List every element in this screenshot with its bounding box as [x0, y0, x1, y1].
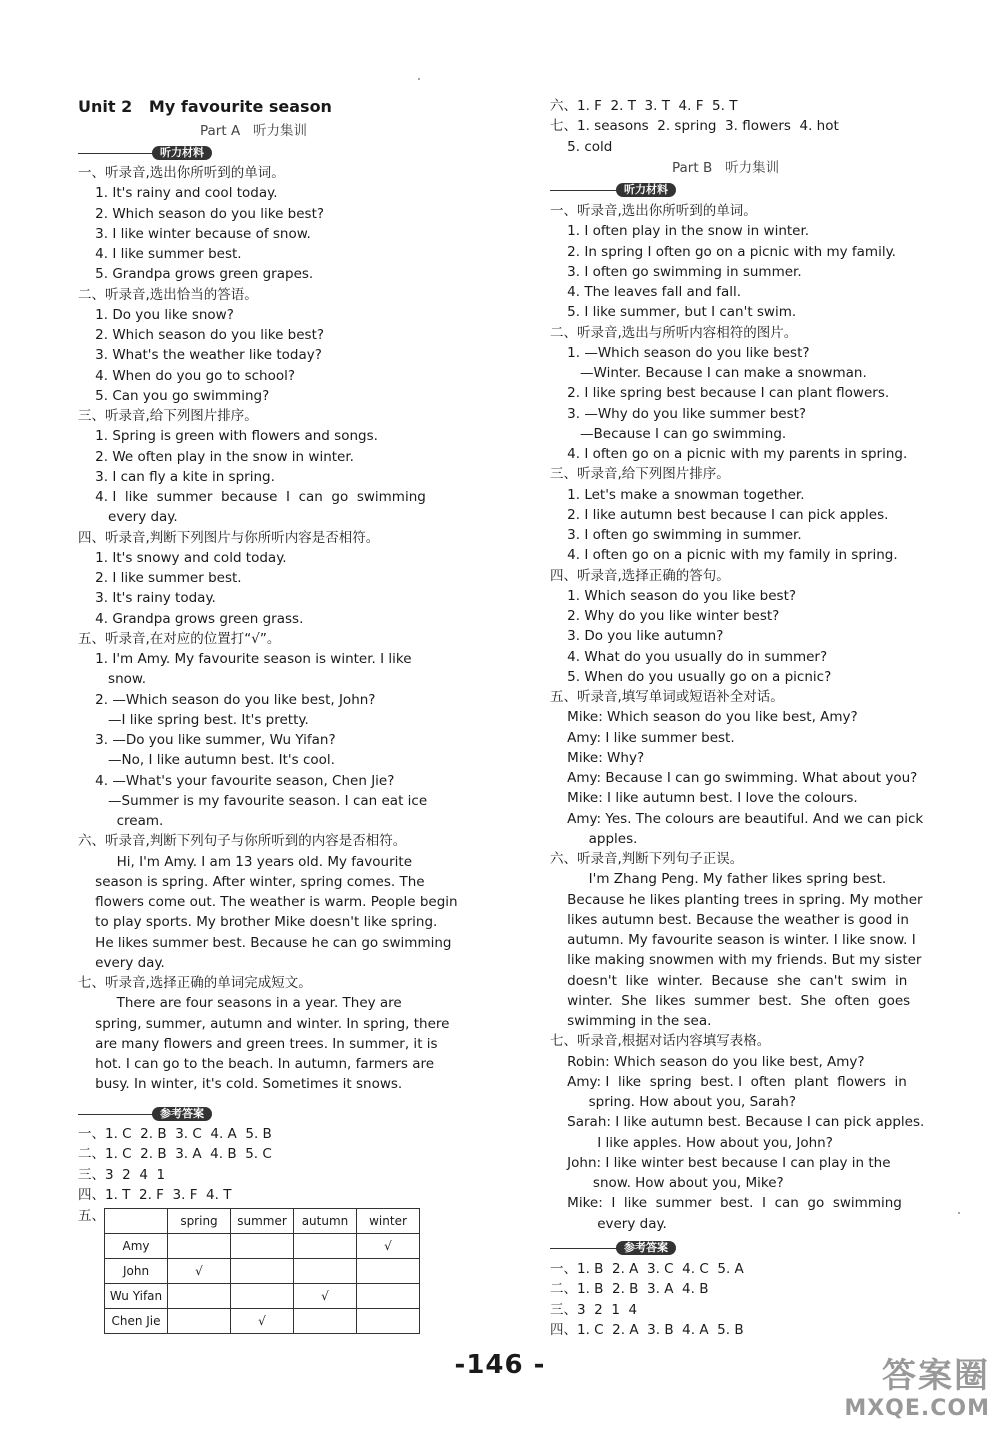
table-header-cell — [105, 1209, 168, 1234]
text-line: 3. Do you like autumn? — [550, 628, 724, 645]
text-line: I like apples. How about you, John? — [550, 1134, 833, 1151]
text-line: 1. —Which season do you like best? — [550, 344, 810, 361]
text-line: 3. I often go swimming in summer. — [550, 527, 802, 543]
table-cell — [231, 1259, 294, 1284]
text-line: Hi, I'm Amy. I am 13 years old. My favourite — [78, 853, 412, 870]
table-cell: √ — [294, 1284, 357, 1309]
table-cell — [168, 1234, 231, 1259]
answer-line: 六、1. F 2. T 3. T 4. F 5. T — [550, 98, 738, 114]
text-line: I'm Zhang Peng. My father likes spring best. — [550, 871, 887, 888]
text-line: 二、听录音,选出恰当的答语。 — [78, 286, 258, 303]
scan-speck — [958, 1212, 960, 1214]
text-line: 一、听录音,选出你所听到的单词。 — [78, 165, 285, 181]
text-line: doesn't like winter. Because she can't swim in — [550, 972, 908, 989]
text-line: 1. Which season do you like best? — [550, 587, 797, 604]
text-line: 1. It's rainy and cool today. — [78, 185, 278, 202]
text-line: 2. Which season do you like best? — [78, 205, 325, 222]
text-line: snow. How about you, Mike? — [550, 1175, 784, 1191]
table-cell: Amy — [105, 1234, 168, 1259]
text-line: He likes summer best. Because he can go swimming — [78, 934, 452, 951]
text-line: 4. The leaves fall and fall. — [550, 284, 742, 300]
table-cell: Chen Jie — [105, 1309, 168, 1334]
text-line: 4. When do you go to school? — [78, 367, 296, 384]
divider-rule — [550, 190, 620, 191]
table-cell: √ — [231, 1309, 294, 1334]
text-line: season is spring. After winter, spring comes. The — [78, 873, 425, 890]
divider-rule — [78, 153, 156, 154]
text-line: Mike: Why? — [550, 749, 645, 766]
answer-line: 5. cold — [550, 138, 613, 155]
text-line: 六、听录音,判断下列句子正误。 — [550, 851, 744, 867]
watermark-text-en: MXQE.COM — [844, 1396, 990, 1421]
table-cell — [294, 1309, 357, 1334]
listening-material-badge — [550, 183, 700, 197]
text-line: Mike: Which season do you like best, Amy? — [550, 709, 858, 726]
answer-line: 三、3 2 4 1 — [78, 1166, 166, 1183]
text-line: 3. It's rainy today. — [78, 590, 216, 607]
text-line: 1. It's snowy and cold today. — [78, 549, 287, 566]
table-row — [105, 1309, 420, 1334]
text-line: every day. — [550, 1215, 667, 1232]
text-line: busy. In winter, it's cold. Sometimes it snows. — [78, 1076, 403, 1093]
page-number: -146 - — [454, 1350, 546, 1380]
answer-line: 七、1. seasons 2. spring 3. flowers 4. hot — [550, 118, 839, 135]
text-line: swimming in the sea. — [550, 1013, 712, 1029]
text-line: 2. Which season do you like best? — [78, 327, 325, 343]
text-line: —No, I like autumn best. It's cool. — [78, 752, 335, 769]
text-line: 三、听录音,给下列图片排序。 — [550, 466, 730, 483]
text-line: 2. I like summer best. — [78, 570, 242, 586]
text-line: 4. I like summer best. — [78, 246, 242, 262]
section-badge: 听力材料 — [152, 146, 212, 160]
text-line: —Summer is my favourite season. I can eat ice — [78, 792, 428, 809]
table-cell: √ — [168, 1259, 231, 1284]
table-cell: √ — [357, 1234, 420, 1259]
text-line: spring. How about you, Sarah? — [550, 1094, 796, 1110]
table-header-row — [105, 1209, 420, 1234]
text-line: 3. —Do you like summer, Wu Yifan? — [78, 732, 336, 748]
table-cell — [294, 1234, 357, 1259]
text-line: like making snowmen with my friends. But my sister — [550, 952, 922, 969]
text-line: 4. I often go on a picnic with my family in spring. — [550, 547, 898, 564]
text-line: —Winter. Because I can make a snowman. — [550, 365, 867, 381]
table-cell — [231, 1284, 294, 1309]
table-header-cell: autumn — [294, 1209, 357, 1234]
text-line: 5. I like summer, but I can't swim. — [550, 304, 797, 321]
text-line: every day. — [78, 954, 165, 971]
text-line: John: I like winter best because I can play in the — [550, 1154, 891, 1171]
text-line: 5. Can you go swimming? — [78, 387, 270, 404]
answer-table — [104, 1208, 420, 1334]
text-line: 3. I can fly a kite in spring. — [78, 468, 275, 485]
answers-badge — [78, 1107, 236, 1121]
table-row — [105, 1234, 420, 1259]
answers-badge — [550, 1241, 700, 1255]
table-row — [105, 1284, 420, 1309]
answer-line: 一、1. C 2. B 3. C 4. A 5. B — [78, 1126, 272, 1142]
answer-line: 二、1. B 2. B 3. A 4. B — [550, 1281, 709, 1298]
text-line: There are four seasons in a year. They are — [78, 995, 402, 1012]
scan-speck — [418, 78, 420, 80]
text-line: 3. I often go swimming in summer. — [550, 263, 802, 280]
text-line: 2. I like autumn best because I can pick apples. — [550, 506, 889, 523]
divider-rule — [550, 1248, 620, 1249]
text-line: 三、听录音,给下列图片排序。 — [78, 408, 258, 424]
answer-line: 一、1. B 2. A 3. C 4. C 5. A — [550, 1261, 744, 1277]
text-line: to play sports. My brother Mike doesn't like spring. — [78, 914, 438, 931]
text-line: spring, summer, autumn and winter. In spring, there — [78, 1015, 450, 1032]
text-line: 2. —Which season do you like best, John? — [78, 691, 376, 708]
text-line: 一、听录音,选出你所听到的单词。 — [550, 203, 757, 219]
divider-rule — [78, 1114, 156, 1115]
text-line: 五、听录音,填写单词或短语补全对话。 — [550, 689, 784, 705]
table-header-cell: winter — [357, 1209, 420, 1234]
watermark-text-cn: 答案圈 — [882, 1356, 990, 1396]
text-line: 七、听录音,选择正确的单词完成短文。 — [78, 975, 312, 991]
answer-label: 五、 — [78, 1208, 105, 1224]
text-line: 4. What do you usually do in summer? — [550, 648, 828, 665]
text-line: 二、听录音,选出与所听内容相符的图片。 — [550, 324, 798, 341]
text-line: hot. I can go to the beach. In autumn, farmers are — [78, 1056, 435, 1072]
table-cell — [168, 1284, 231, 1309]
text-line: 1. I often play in the snow in winter. — [550, 223, 810, 240]
part-title: Part B 听力集训 — [672, 160, 780, 176]
text-line: Amy: I like summer best. — [550, 729, 735, 746]
answer-line: 二、1. C 2. B 3. A 4. B 5. C — [78, 1146, 272, 1163]
answer-line: 四、1. C 2. A 3. B 4. A 5. B — [550, 1321, 744, 1338]
watermark-logo — [800, 1356, 990, 1426]
text-line: 七、听录音,根据对话内容填写表格。 — [550, 1033, 771, 1050]
text-line: 六、听录音,判断下列句子与你所听到的内容是否相符。 — [78, 833, 407, 850]
table-cell — [294, 1259, 357, 1284]
answer-line: 四、1. T 2. F 3. F 4. T — [78, 1186, 232, 1203]
text-line: 2. I like spring best because I can plant flowers. — [550, 385, 890, 402]
text-line: 4. —What's your favourite season, Chen Jie? — [78, 772, 395, 789]
table-row — [105, 1259, 420, 1284]
text-line: Robin: Which season do you like best, Amy? — [550, 1053, 865, 1070]
text-line: 1. I'm Amy. My favourite season is winter. I like — [78, 651, 412, 667]
text-line: winter. She likes summer best. She often goes — [550, 992, 911, 1009]
text-line: 2. Why do you like winter best? — [550, 608, 780, 624]
text-line: 3. —Why do you like summer best? — [550, 405, 807, 422]
text-line: 5. When do you usually go on a picnic? — [550, 668, 832, 685]
table-cell: Wu Yifan — [105, 1284, 168, 1309]
text-line: 4. I like summer because I can go swimming — [78, 489, 426, 505]
table-header-cell: summer — [231, 1209, 294, 1234]
text-line: autumn. My favourite season is winter. I like snow. I — [550, 932, 916, 948]
text-line: Mike: I like summer best. I can go swimming — [550, 1195, 902, 1212]
table-cell — [357, 1309, 420, 1334]
text-line: 2. We often play in the snow in winter. — [78, 448, 354, 465]
text-line: 1. Spring is green with flowers and songs. — [78, 428, 378, 445]
text-line: 3. I like winter because of snow. — [78, 225, 311, 242]
text-line: —Because I can go swimming. — [550, 425, 787, 442]
table-cell: John — [105, 1259, 168, 1284]
text-line: Mike: I like autumn best. I love the colours. — [550, 790, 858, 807]
text-line: 4. I often go on a picnic with my parents in spring. — [550, 446, 908, 462]
table-cell — [357, 1284, 420, 1309]
section-badge: 参考答案 — [152, 1107, 212, 1121]
table-header-cell: spring — [168, 1209, 231, 1234]
text-line: are many flowers and green trees. In summer, it is — [78, 1035, 438, 1052]
answer-line: 三、3 2 1 4 — [550, 1301, 638, 1318]
text-line: flowers come out. The weather is warm. People begin — [78, 894, 458, 910]
listening-material-badge — [78, 146, 236, 160]
text-line: 五、听录音,在对应的位置打“√”。 — [78, 630, 281, 647]
section-badge: 参考答案 — [616, 1241, 676, 1255]
text-line: apples. — [550, 830, 638, 847]
text-line: 1. Do you like snow? — [78, 306, 234, 323]
text-line: 四、听录音,判断下列图片与你所听内容是否相符。 — [78, 529, 380, 546]
text-line: Amy: Yes. The colours are beautiful. And we can pick — [550, 810, 924, 827]
table-cell — [357, 1259, 420, 1284]
text-line: —I like spring best. It's pretty. — [78, 711, 309, 728]
text-line: likes autumn best. Because the weather is good in — [550, 911, 909, 928]
text-line: 四、听录音,选择正确的答句。 — [550, 567, 730, 584]
part-title: Part A 听力集训 — [200, 123, 308, 139]
text-line: Sarah: I like autumn best. Because I can pick apples. — [550, 1114, 925, 1131]
table-cell — [168, 1309, 231, 1334]
section-badge: 听力材料 — [616, 183, 676, 197]
text-line: 3. What's the weather like today? — [78, 347, 322, 364]
text-line: 4. Grandpa grows green grass. — [78, 610, 304, 627]
text-line: 1. Let's make a snowman together. — [550, 486, 805, 503]
text-line: Amy: I like spring best. I often plant flowers in — [550, 1073, 907, 1090]
text-line: cream. — [78, 813, 164, 829]
text-line: every day. — [78, 509, 178, 526]
text-line: Amy: Because I can go swimming. What about you? — [550, 770, 918, 786]
text-line: 2. In spring I often go on a picnic with my family. — [550, 243, 896, 260]
table-cell — [231, 1234, 294, 1259]
text-line: Because he likes planting trees in spring. My mother — [550, 891, 923, 908]
text-line: 5. Grandpa grows green grapes. — [78, 266, 314, 283]
unit-title: Unit 2 My favourite season — [78, 97, 332, 116]
text-line: snow. — [78, 671, 146, 688]
